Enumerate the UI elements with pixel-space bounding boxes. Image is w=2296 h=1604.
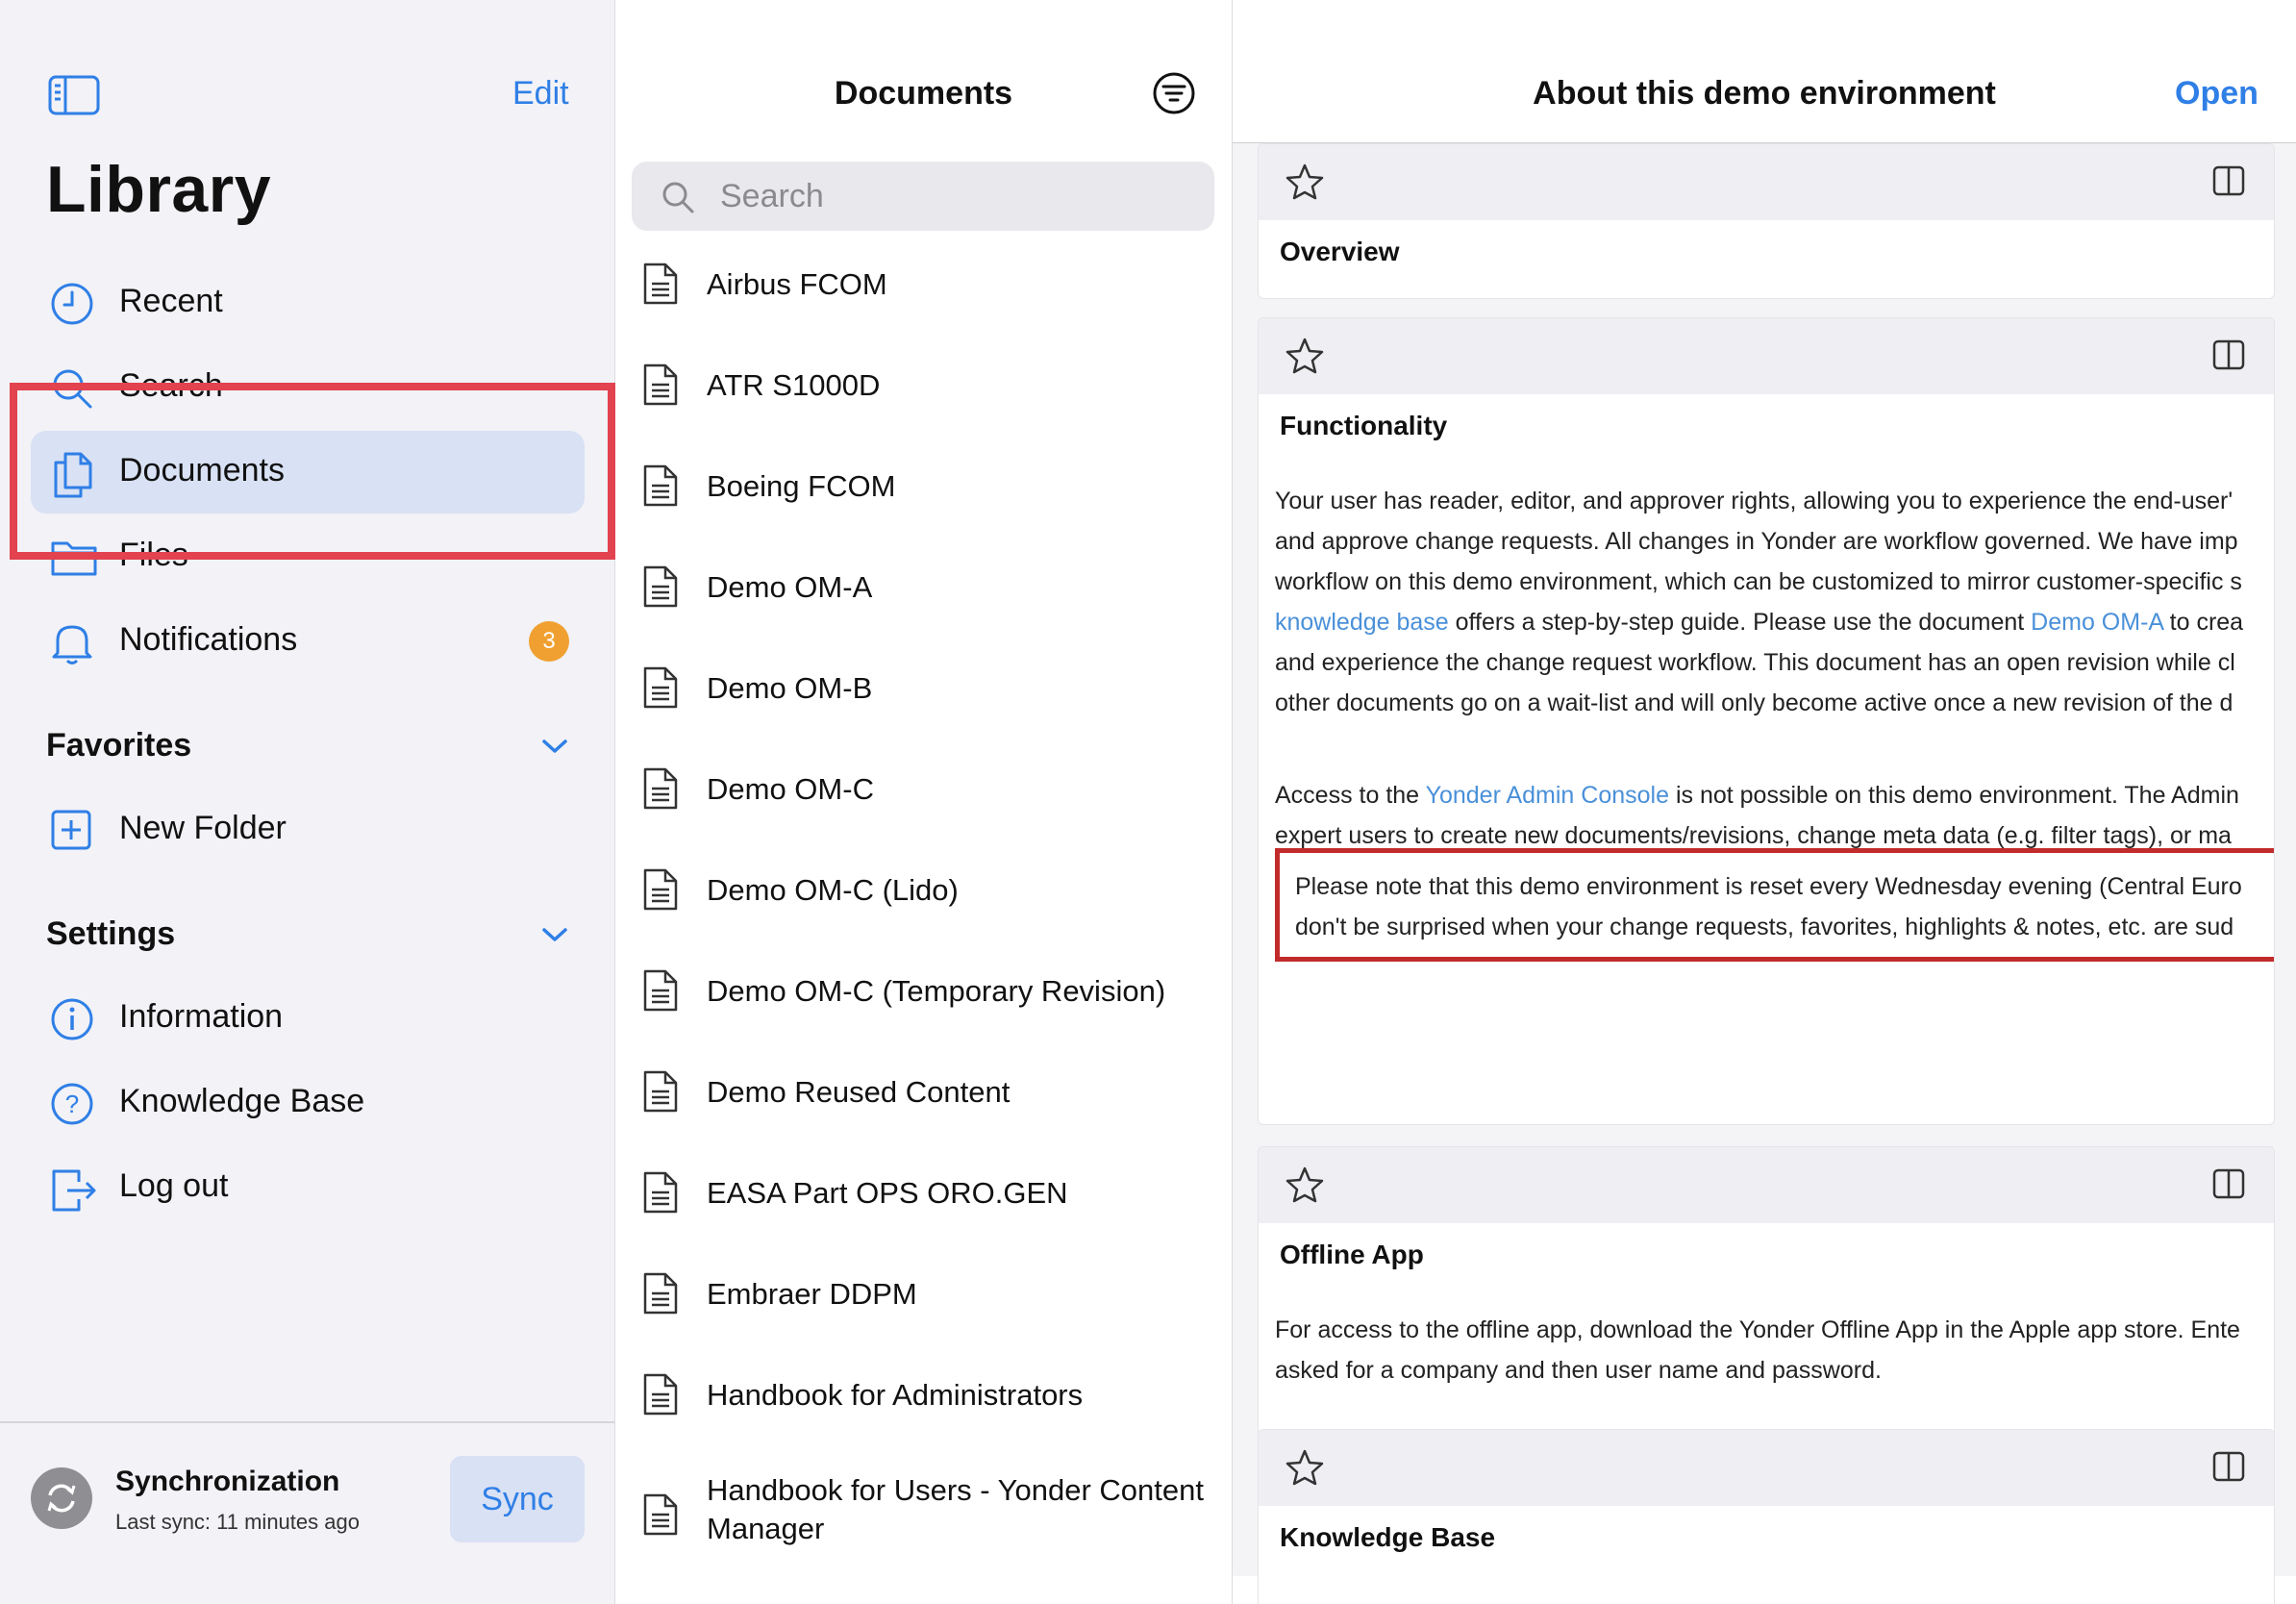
document-title: Demo OM-C [707,772,874,806]
document-title: Demo OM-C (Temporary Revision) [707,974,1166,1008]
favorites-header[interactable]: Favorites [46,727,192,764]
card-overview [1258,143,2275,299]
star-icon[interactable] [1285,1449,1324,1486]
document-title: Boeing FCOM [707,469,896,503]
edit-button[interactable]: Edit [512,75,569,112]
detail-content[interactable] [1233,143,2296,1576]
text-line: expert users to create new documents/revisions, change meta data (e.g. filter tags), or ma [1275,822,2232,849]
sidebar-item-notifications[interactable] [31,600,585,683]
split-view-icon[interactable] [2212,339,2245,370]
star-icon[interactable] [1285,338,1324,374]
document-icon [642,968,679,1013]
text-line: Your user has reader, editor, and approver rights, allowing you to experience the end-user' [1275,488,2234,514]
chevron-down-icon[interactable] [540,925,569,944]
folder-icon [50,536,98,578]
star-icon[interactable] [1285,163,1324,200]
text-line: workflow on this demo environment, which can be customized to mirror customer-specific s [1275,568,2242,595]
settings-header[interactable]: Settings [46,915,176,952]
library-title: Library [46,153,272,226]
document-row[interactable] [615,1267,1232,1325]
sidebar-item-new-folder[interactable] [31,789,585,871]
filter-icon[interactable] [1152,71,1196,115]
open-button[interactable]: Open [2175,75,2259,112]
document-title: Embraer DDPM [707,1277,917,1311]
search-icon [50,366,94,411]
document-icon [642,564,679,609]
card-title: Overview [1280,237,1400,266]
document-title: Demo OM-A [707,570,873,604]
card-toolbar [1259,1147,2274,1223]
sync-icon [31,1467,92,1529]
split-view-icon[interactable] [2212,1451,2245,1482]
bell-icon [50,620,94,666]
text-line: don't be surprised when your change requests, favorites, highlights & notes, etc. are sud [1295,914,2234,940]
sidebar-item-information[interactable] [31,977,585,1060]
document-title: Demo OM-B [707,671,873,705]
logout-icon [50,1166,98,1215]
text-line: asked for a company and then user name and password. [1275,1357,1882,1384]
document-icon [642,665,679,710]
document-icon [642,1492,679,1537]
detail-title: About this demo environment [1533,75,1996,112]
search-input[interactable] [632,162,1214,231]
card-toolbar [1259,1430,2274,1506]
document-title: Demo OM-C (Lido) [707,873,959,907]
document-icon [642,1372,679,1416]
sidebar-item-search[interactable] [31,346,585,429]
sidebar [0,0,615,1604]
text-span: offers a step-by-step guide. Please use the document [1448,609,2032,636]
text-span: Access to the [1275,782,1426,809]
document-row[interactable] [615,763,1232,820]
sidebar-item-documents[interactable] [31,431,585,514]
split-view-icon[interactable] [2212,165,2245,196]
document-row[interactable] [615,561,1232,618]
sync-last-time: Last sync: 11 minutes ago [115,1510,360,1534]
document-icon [642,1069,679,1114]
star-icon[interactable] [1285,1166,1324,1203]
document-title: EASA Part OPS ORO.GEN [707,1176,1068,1210]
document-title: Handbook for Users - Yonder Content Manager [707,1473,1204,1545]
sidebar-item-label: Documents [119,452,285,489]
knowledge-base-link[interactable]: knowledge base [1275,609,1449,636]
sidebar-toggle-icon[interactable] [48,75,100,115]
text-line: other documents go on a wait-list and will only become active once a new revision of the d [1275,689,2234,716]
document-row[interactable] [615,460,1232,517]
sidebar-divider [0,1421,614,1423]
document-title: Demo Reused Content [707,1075,1011,1109]
admin-console-link[interactable]: Yonder Admin Console [1425,782,1669,809]
split-view-icon[interactable] [2212,1168,2245,1199]
question-icon [50,1082,94,1126]
card-title: Offline App [1280,1240,1424,1269]
document-title: Handbook for Administrators [707,1378,1084,1412]
detail-panel [1233,0,2296,1604]
card-toolbar [1259,318,2274,394]
text-line: and approve change requests. All changes in Yonder are workflow governed. We have imp [1275,528,2238,555]
text-span: to crea [2162,609,2244,636]
document-title: ATR S1000D [707,368,881,402]
sidebar-item-label: New Folder [119,810,287,846]
document-row[interactable] [615,662,1232,719]
text-line [1275,602,2275,642]
document-row[interactable] [615,1471,1232,1558]
documents-list-panel [615,0,1233,1604]
sidebar-item-label: Knowledge Base [119,1083,365,1119]
sync-button[interactable]: Sync [450,1456,585,1542]
documents-title: Documents [834,75,1013,112]
notification-badge: 3 [529,621,569,662]
document-title: Airbus FCOM [707,267,887,301]
sidebar-item-knowledge-base[interactable] [31,1062,585,1144]
sidebar-item-label: Search [119,367,223,404]
clock-icon [50,282,94,326]
text-line: Please note that this demo environment is reset every Wednesday evening (Central Euro [1295,873,2242,900]
notice-text [1295,866,2275,947]
document-icon [642,363,679,407]
document-row[interactable] [615,1065,1232,1123]
document-row[interactable] [615,965,1232,1022]
card-title: Functionality [1280,411,1448,440]
document-row[interactable] [615,359,1232,416]
sidebar-item-label: Files [119,537,188,573]
sidebar-item-label: Information [119,998,284,1035]
card-title: Knowledge Base [1280,1522,1496,1552]
document-icon [642,1170,679,1215]
sidebar-item-files[interactable] [31,515,585,598]
svg-text:?: ? [64,1090,80,1118]
search-placeholder: Search [720,178,824,214]
card-functionality [1258,317,2275,1125]
card-knowledge-base [1258,1429,2275,1604]
paragraph-admin-console [1275,775,2275,856]
document-row[interactable] [615,864,1232,921]
info-icon [50,997,94,1041]
document-icon [642,262,679,306]
document-row[interactable] [615,1368,1232,1426]
document-icon [642,867,679,912]
sync-title: Synchronization [115,1466,340,1497]
text-line [1275,775,2275,815]
search-icon [661,180,695,214]
document-icon [642,464,679,508]
text-span: is not possible on this demo environment. The Admin [1669,782,2239,809]
demo-om-a-link[interactable]: Demo OM-A [2031,609,2163,636]
text-line: For access to the offline app, download the Yonder Offline App in the Apple app store. Ente [1275,1316,2240,1343]
chevron-down-icon[interactable] [540,737,569,756]
sidebar-item-label: Recent [119,283,223,319]
sidebar-item-label: Notifications [119,621,298,658]
text-line: and experience the change request workflow. This document has an open revision while cl [1275,649,2235,676]
sidebar-item-recent[interactable] [31,262,585,344]
paragraph-rights [1275,481,2275,723]
sidebar-item-label: Log out [119,1167,229,1204]
document-row[interactable] [615,258,1232,315]
document-icon [642,766,679,811]
plus-square-icon [50,809,92,851]
sidebar-item-log-out[interactable] [31,1146,585,1229]
document-row[interactable] [615,1166,1232,1224]
documents-icon [50,451,94,499]
document-icon [642,1271,679,1316]
paragraph-offline [1275,1310,2275,1391]
card-toolbar [1259,144,2274,220]
reset-notice-box [1275,848,2275,962]
